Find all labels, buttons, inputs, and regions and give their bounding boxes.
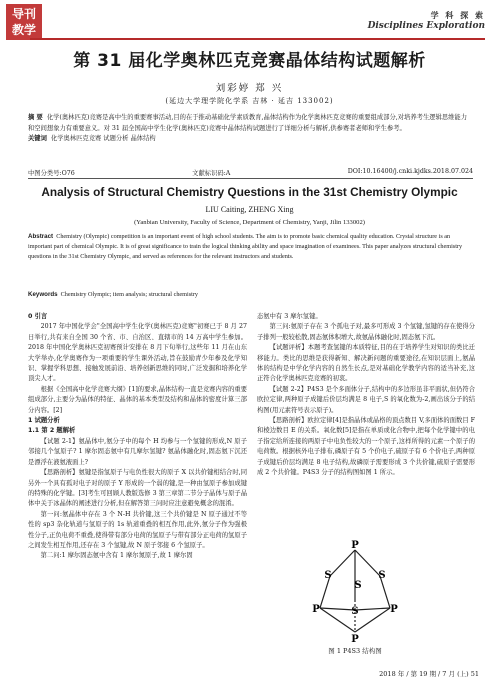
abstract-en-label: Abstract: [28, 233, 54, 240]
affiliation-cn: (延边大学理学院化学系 吉林 · 延吉 133002): [165, 97, 334, 105]
column-title-cn: 学 科 探 索: [430, 11, 485, 20]
body-paragraph: 【思路剖析】氨键是指氢原子与电负性很大的原子 X 以共价键相结合时,同另外一个具有孤对电子对的原子 Y 形成的一个弱的键,是一种由氢原子参加成键的特殊的化学键。[3]考生可回顾人教版选修 3 第三章第二节分子晶体与原子晶体中关于冰晶体的阐述进行分析,但在解答第三问时应注意避免概念的混淆。: [28, 469, 247, 508]
body-paragraph: 【试题 2-2】P4S3 是个多面体分子,结构中的多边形虽非平面状,但仍符合欧拉定律,两种原子成键后价层均满足 8 电子,S 的氧化数为-2,画出该分子的结构图(用元素符号表示原子)。: [257, 385, 475, 414]
article-title-cn: 第 31 届化学奥林匹克竞赛晶体结构试题解析: [73, 51, 426, 71]
article-title-en: Analysis of Structural Chemistry Questions in the 31st Chemistry Olympic: [41, 185, 458, 199]
body-paragraph: 第三问:氨原子存在 3 个孤电子对,最多可形成 3 个氢键,氢键的存在使得分子排列一般较松散,固态氨体积增大,故氨晶体融化时,固态氨下沉。: [257, 323, 475, 341]
atom-label: S: [354, 580, 362, 591]
section-heading: 0 引言: [28, 313, 48, 320]
atom-label: S: [324, 570, 332, 581]
article-meta: [28, 168, 473, 177]
abstract-en: [28, 232, 473, 261]
body-column-left: [28, 312, 247, 562]
body-paragraph: 【试题评析】本题考查氢键的本质特征,目的在于培养学生对知识的类比迁移能力。类比的思维是获得新知、解决新问题的重要途径,在知识层面上,氨晶体的结构是中学化学内容的自然生长点,是对基础化学教学内容的适当补充,这正符合化学奥林匹克竞赛的初衷。: [257, 344, 475, 383]
doc-code: 文献标识码:A: [192, 170, 231, 177]
abstract-rule: [28, 178, 473, 179]
keywords-cn: [28, 134, 473, 145]
atom-label: P: [312, 604, 320, 615]
authors-cn: 刘彩婷 郑 兴: [215, 83, 284, 94]
keywords-cn-label: 关键词: [28, 135, 47, 142]
keywords-en-label: Keywords: [28, 291, 58, 298]
section-heading: 1.1 第 2 题解析: [28, 427, 76, 435]
keywords-en: [28, 291, 473, 298]
atom-label: P: [351, 634, 359, 645]
abstract-cn: [28, 113, 473, 145]
body-column-right: [257, 312, 475, 479]
abstract-en-text: Chemistry (Olympic) competition is an important event of high school students. The aim is to promote basic chemical quality education. Crystal structure is an important part of chemical Olympic. It is of great significance to train the logical thinking ability and space imagination of examinees. This paper analyzes structural chemistry questions in the 31st Chemistry Olympic, and served as references for the relevant instructors and students.: [28, 233, 463, 260]
column-header: [368, 10, 485, 31]
logo-line-1: 导刊: [11, 7, 36, 21]
logo-line-2: 教学: [11, 23, 36, 37]
journal-logo: [6, 4, 42, 40]
keywords-cn-text: 化学奥林匹克竞赛 试题分析 晶体结构: [50, 135, 156, 142]
p4s3-structure-figure: [300, 538, 410, 646]
abstract-cn-body: [28, 113, 473, 134]
body-paragraph: 【思路剖析】欧拉定律[4]是指晶体或晶格的顶点数目 V,多面体的面数目 F 和棱边数目 E 的关系。氧化数[5]是指在单质或化合物中,把每个化学键中的电子指定给所连接的两原子中电负性较大的一个原子,这样所得的元素一个原子的电荷数。根据核外电子排布,磷原子有 5 个价电子,硫原子有 6 个价电子,两种原子成键后价层均满足 8 电子结构,故磷原子需要形成 3 个共价键,硫原子需要形成 2 个共价键。P4S3 分子的结构图如图 1 所示。: [257, 417, 475, 477]
figure-caption: 图 1 P4S3 结构图: [328, 647, 382, 655]
atom-label: S: [351, 606, 359, 617]
affiliation-en: (Yanbian University, Faculty of Science, Department of Chemistry, Yanji, Jilin 133002): [134, 219, 365, 226]
atom-label: P: [390, 604, 398, 615]
body-paragraph: 第一问:氨晶体中存在 3 个 N-H 共价键,这三个共价键是 N 原子通过不等性的 sp3 杂化轨道与氢原子的 1s 轨道重叠的相互作用,此外,氨分子作为强极性分子,正负电荷不重叠,使得带有部分电荷的氢原子与带有部分正电荷的氢原子之间发生相互作用,还存在 3 个氢键,故 N 原子邻接 6 个氢原子。: [28, 510, 247, 549]
body-paragraph: 根据《全国高中化学竞赛大纲》[1]的要求,晶体结构一直是竞赛内容的重要组成部分,主要分为晶体的特征、晶体的基本类型及结构和晶体的密度计算三部分内容。[2]: [28, 385, 247, 414]
clc-number: 中图分类号:O76: [28, 170, 75, 177]
page-footer: 2018 年 / 第 19 期 / 7 月 (上) 51: [379, 670, 479, 678]
doi: DOI:10.16400/j.cnki.kjdks.2018.07.024: [347, 168, 473, 175]
header-rule: [30, 38, 485, 40]
abstract-cn-text: 化学(奥林匹克)竞赛是高中生的重要赛事活动,目的在于推动基础化学素质教育,晶体结构作为化学奥林匹克竞赛的重要组成部分,对培养考生逻辑思维能力和空间想象力有重要意义。对 31 届全国高中学生化学(奥林匹克)竞赛中晶体结构试题进行了详细分析与解析,供参赛者老师和学生参考。: [28, 114, 468, 132]
abstract-cn-label: 摘 要: [28, 114, 43, 121]
body-paragraph: 态氨中有 3 摩尔氢键。: [257, 313, 322, 320]
keywords-en-text: Chemistry Olympic; item analysis; structural chemistry: [60, 291, 198, 298]
column-title-en: Disciplines Exploration: [367, 21, 485, 31]
body-paragraph: 第二问:1 摩尔固态氨中含有 1 摩尔氮原子,故 1 摩尔固: [40, 552, 193, 560]
atom-label: P: [351, 540, 359, 551]
atom-label: S: [378, 570, 386, 581]
body-paragraph: 【试题 2-1】氨晶体中,氨分子中的每个 H 均参与一个氢键的形成,N 原子邻接几个氢原子? 1 摩尔固态氨中有几摩尔氢键? 氨晶体融化时,固态氨下沉还是漂浮在液氨液面上?: [28, 437, 247, 466]
authors-en: LIU Caiting, ZHENG Xing: [205, 205, 294, 214]
section-heading: 1 试题分析: [28, 417, 60, 425]
body-paragraph: 2017 年中国化学会"全国高中学生化学(奥林匹克)竞赛"初赛已于 8 月 27 日举行,共有来自全国 30 个省、市、自治区、直辖市的 14 万高中学生参加。2018 年中国化学奥林匹克初赛预计安排在 8 月下旬举行,这些年 11 月在山东大学举办,化学奥赛作为一项重要的学生课外活动,旨在鼓励青少年参及化学知识、掌握学科思想、接触发展前沿、培养创新思维的同时,广泛发掘和培养化学顶尖人才。: [28, 323, 247, 383]
